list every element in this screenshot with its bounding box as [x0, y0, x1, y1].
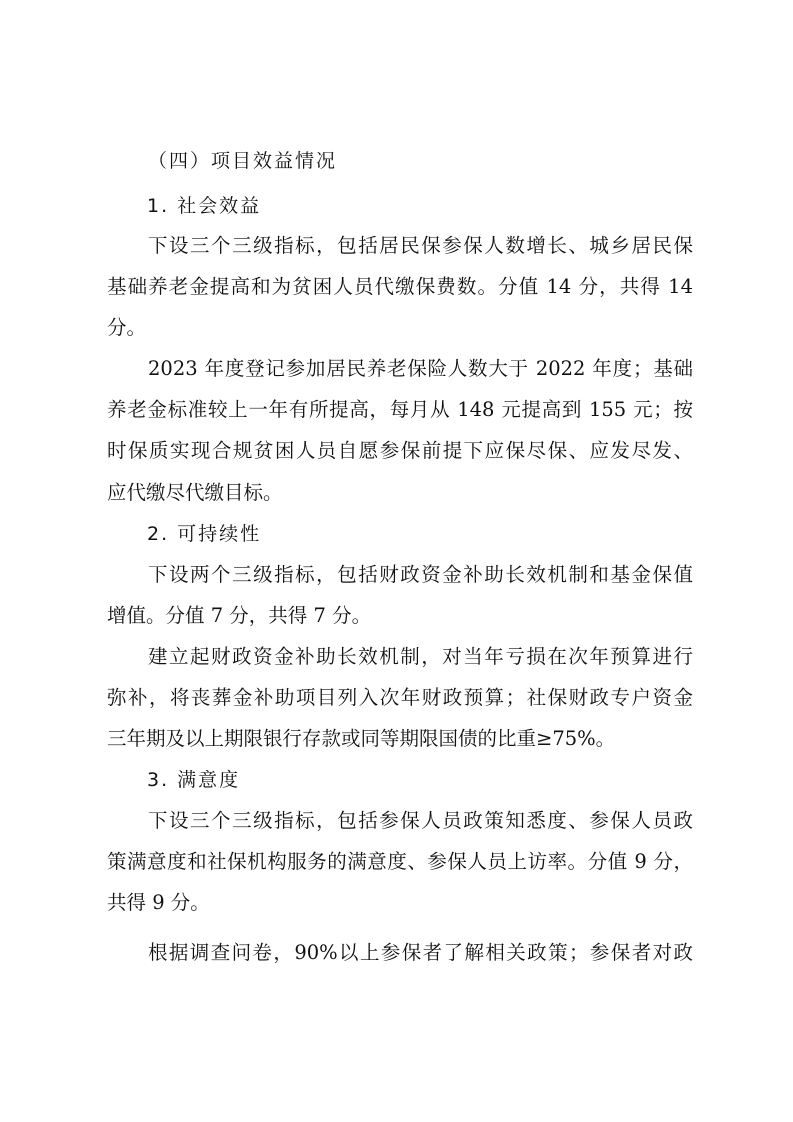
subsection-heading-sustainability: 2. 可持续性 [147, 523, 262, 545]
paragraph-line: 下设三个三级指标，包括参保人员政策知悉度、参保人员政 [148, 809, 693, 832]
paragraph-line: 增值。分值 7 分，共得 7 分。 [107, 604, 372, 627]
paragraph-line: 建立起财政资金补助长效机制，对当年亏损在次年预算进行 [148, 645, 693, 668]
paragraph-line: 策满意度和社保机构服务的满意度、参保人员上访率。分值 9 分， [107, 850, 693, 873]
paragraph-line: 下设两个三级指标，包括财政资金补助长效机制和基金保值 [148, 563, 693, 586]
subsection-heading-social-benefit: 1. 社会效益 [147, 195, 262, 217]
section-heading: （四）项目效益情况 [148, 150, 338, 172]
paragraph-line: 共得 9 分。 [107, 891, 210, 914]
paragraph-line: 2023 年度登记参加居民养老保险人数大于 2022 年度；基础 [148, 357, 693, 380]
paragraph-line: 根据调查问卷，90%以上参保者了解相关政策；参保者对政 [148, 941, 693, 964]
paragraph-line: 下设三个三级指标，包括居民保参保人数增长、城乡居民保 [148, 234, 693, 257]
paragraph-line: 应代缴尽代缴目标。 [107, 481, 283, 504]
paragraph-line: 弥补，将丧葬金补助项目列入次年财政预算；社保财政专户资金 [107, 686, 693, 709]
paragraph-line: 分。 [107, 316, 147, 339]
paragraph-line: 养老金标准较上一年有所提高，每月从 148 元提高到 155 元；按 [107, 398, 693, 421]
subsection-heading-satisfaction: 3. 满意度 [147, 769, 241, 791]
paragraph-line: 基础养老金提高和为贫困人员代缴保费数。分值 14 分，共得 14 [107, 275, 693, 298]
paragraph-line: 三年期及以上期限银行存款或同等期限国债的比重≥75%。 [107, 727, 616, 750]
paragraph-line: 时保质实现合规贫困人员自愿参保前提下应保尽保、应发尽发、 [107, 439, 693, 462]
